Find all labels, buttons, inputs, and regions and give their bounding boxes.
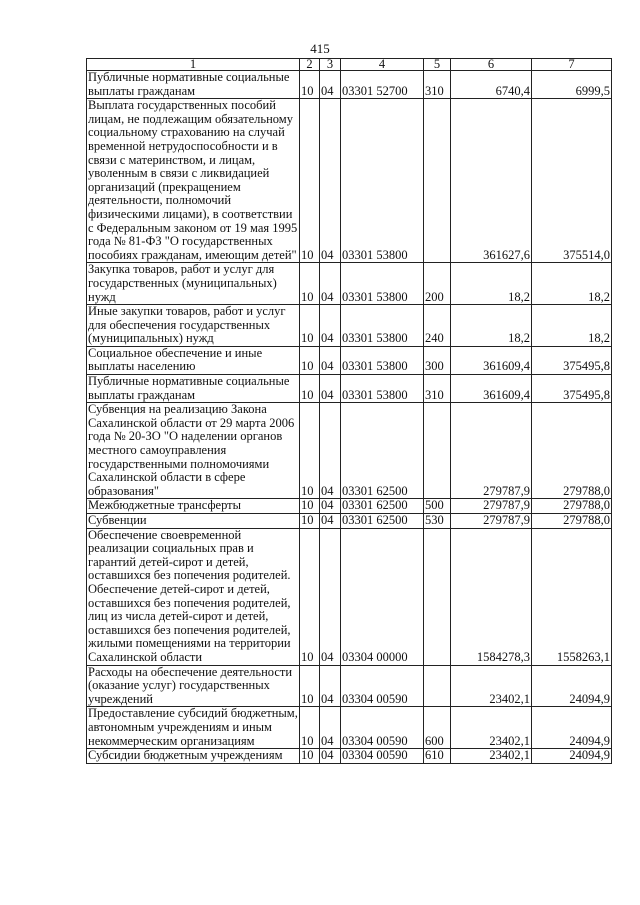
table-row: [87, 305, 612, 347]
row-section: 10: [300, 346, 320, 374]
row-description: Субвенция на реализацию Закона Сахалинской области от 29 марта 2006 года № 20-ЗО "О наделении органов местного самоуправления государственными полномочиями Сахалинской области в сфере образования": [87, 403, 300, 499]
row-expense-type: 240: [424, 305, 451, 347]
row-amount-2020: 23402,1: [451, 665, 532, 707]
row-section: 10: [300, 665, 320, 707]
row-description: Межбюджетные трансферты: [87, 499, 300, 514]
table-row: [87, 528, 612, 665]
row-section: 10: [300, 99, 320, 263]
table-row: [87, 346, 612, 374]
row-amount-2021: 24094,9: [532, 665, 612, 707]
row-expense-type: 310: [424, 71, 451, 99]
row-amount-2020: 1584278,3: [451, 528, 532, 665]
table-row: [87, 514, 612, 529]
row-amount-2020: 6740,4: [451, 71, 532, 99]
row-amount-2020: 361609,4: [451, 375, 532, 403]
row-target-code: 03304 00590: [341, 665, 424, 707]
row-expense-type: 530: [424, 514, 451, 529]
row-description: Публичные нормативные социальные выплаты гражданам: [87, 71, 300, 99]
row-target-code: 03301 53800: [341, 263, 424, 305]
table-row: [87, 403, 612, 499]
row-section: 10: [300, 403, 320, 499]
row-target-code: 03301 62500: [341, 499, 424, 514]
row-section: 10: [300, 305, 320, 347]
row-amount-2021: 24094,9: [532, 707, 612, 749]
header-cell: 6: [451, 59, 532, 71]
row-target-code: 03304 00590: [341, 707, 424, 749]
row-section: 10: [300, 263, 320, 305]
row-amount-2020: 279787,9: [451, 514, 532, 529]
row-amount-2021: 279788,0: [532, 403, 612, 499]
row-subsection: 04: [320, 499, 341, 514]
row-expense-type: 200: [424, 263, 451, 305]
row-expense-type: [424, 99, 451, 263]
row-section: 10: [300, 514, 320, 529]
header-cell: 1: [87, 59, 300, 71]
row-subsection: 04: [320, 665, 341, 707]
row-amount-2020: 361609,4: [451, 346, 532, 374]
row-amount-2021: 24094,9: [532, 749, 612, 764]
row-description: Расходы на обеспечение деятельности (оказание услуг) государственных учреждений: [87, 665, 300, 707]
row-description: Публичные нормативные социальные выплаты гражданам: [87, 375, 300, 403]
row-expense-type: 310: [424, 375, 451, 403]
row-section: 10: [300, 71, 320, 99]
row-section: 10: [300, 749, 320, 764]
header-cell: 4: [341, 59, 424, 71]
row-expense-type: 300: [424, 346, 451, 374]
row-subsection: 04: [320, 99, 341, 263]
row-amount-2020: 279787,9: [451, 499, 532, 514]
row-target-code: 03301 53800: [341, 99, 424, 263]
row-description: Субсидии бюджетным учреждениям: [87, 749, 300, 764]
row-expense-type: 500: [424, 499, 451, 514]
table-row: [87, 749, 612, 764]
page-number: 415: [310, 41, 330, 56]
row-target-code: 03301 53800: [341, 346, 424, 374]
row-amount-2020: 23402,1: [451, 749, 532, 764]
row-subsection: 04: [320, 263, 341, 305]
row-section: 10: [300, 499, 320, 514]
row-amount-2021: 375495,8: [532, 375, 612, 403]
row-description: Закупка товаров, работ и услуг для государственных (муниципальных) нужд: [87, 263, 300, 305]
header-cell: 7: [532, 59, 612, 71]
row-target-code: 03301 53800: [341, 305, 424, 347]
row-subsection: 04: [320, 346, 341, 374]
row-description: Выплата государственных пособий лицам, не подлежащим обязательному социальному страхованию на случай временной нетрудоспособности и в связи с материнством, и лицам, уволенным в связи с ликвидацией организаций (прекращением деятельности, полномочий физическими лицами), в соответствии с Федеральным законом от 19 мая 1995 года № 81-ФЗ "О государственных пособиях гражданам, имеющим детей": [87, 99, 300, 263]
budget-table: [86, 58, 612, 764]
row-subsection: 04: [320, 403, 341, 499]
row-amount-2020: 18,2: [451, 263, 532, 305]
table-row: [87, 665, 612, 707]
row-description: Предоставление субсидий бюджетным, автономным учреждениям и иным некоммерческим организациям: [88, 706, 298, 748]
row-description: Социальное обеспечение и иные выплаты населению: [87, 346, 300, 374]
row-target-code: 03304 00000: [341, 528, 424, 665]
row-subsection: 04: [320, 514, 341, 529]
row-amount-2021: 18,2: [532, 305, 612, 347]
row-subsection: 04: [320, 749, 341, 764]
header-cell: 3: [320, 59, 341, 71]
row-target-code: 03301 53800: [341, 375, 424, 403]
table-row: [87, 263, 612, 305]
row-expense-type: 610: [424, 749, 451, 764]
row-target-code: 03301 62500: [341, 514, 424, 529]
header-row: [87, 59, 612, 71]
row-description: Иные закупки товаров, работ и услуг для обеспечения государственных (муниципальных) нужд: [87, 305, 300, 347]
row-description: Обеспечение своевременной реализации социальных прав и гарантий детей-сирот и детей, оставшихся без попечения родителей. Обеспечение детей-сирот и детей, оставшихся без попечения родителей, лиц из числа детей-сирот и детей, оставшихся без попечения родителей, жилыми помещениями на территории Сахалинской области: [87, 528, 300, 665]
row-amount-2021: 18,2: [532, 263, 612, 305]
table-row: [87, 499, 612, 514]
row-expense-type: 600: [424, 707, 451, 749]
row-description: Субвенции: [87, 514, 300, 529]
row-target-code: 03301 62500: [341, 403, 424, 499]
table-row: [87, 71, 612, 99]
row-subsection: 04: [320, 375, 341, 403]
row-amount-2020: 279787,9: [451, 403, 532, 499]
row-expense-type: [424, 403, 451, 499]
table-row: [87, 375, 612, 403]
row-expense-type: [424, 665, 451, 707]
table-row: [87, 99, 612, 263]
row-subsection: 04: [320, 528, 341, 665]
row-amount-2021: 375495,8: [532, 346, 612, 374]
row-amount-2021: 279788,0: [532, 499, 612, 514]
row-subsection: 04: [320, 305, 341, 347]
row-section: 10: [300, 528, 320, 665]
header-cell: 2: [300, 59, 320, 71]
row-target-code: 03304 00590: [341, 749, 424, 764]
row-target-code: 03301 52700: [341, 71, 424, 99]
row-amount-2021: 6999,5: [532, 71, 612, 99]
row-section: 10: [300, 707, 320, 749]
row-amount-2021: 279788,0: [532, 514, 612, 529]
row-amount-2020: 361627,6: [451, 99, 532, 263]
row-amount-2020: 23402,1: [451, 707, 532, 749]
row-amount-2021: 1558263,1: [532, 528, 612, 665]
row-amount-2021: 375514,0: [532, 99, 612, 263]
row-section: 10: [300, 375, 320, 403]
row-amount-2020: 18,2: [451, 305, 532, 347]
row-subsection: 04: [320, 707, 341, 749]
row-expense-type: [424, 528, 451, 665]
table-row: [87, 707, 612, 749]
row-subsection: 04: [320, 71, 341, 99]
header-cell: 5: [424, 59, 451, 71]
